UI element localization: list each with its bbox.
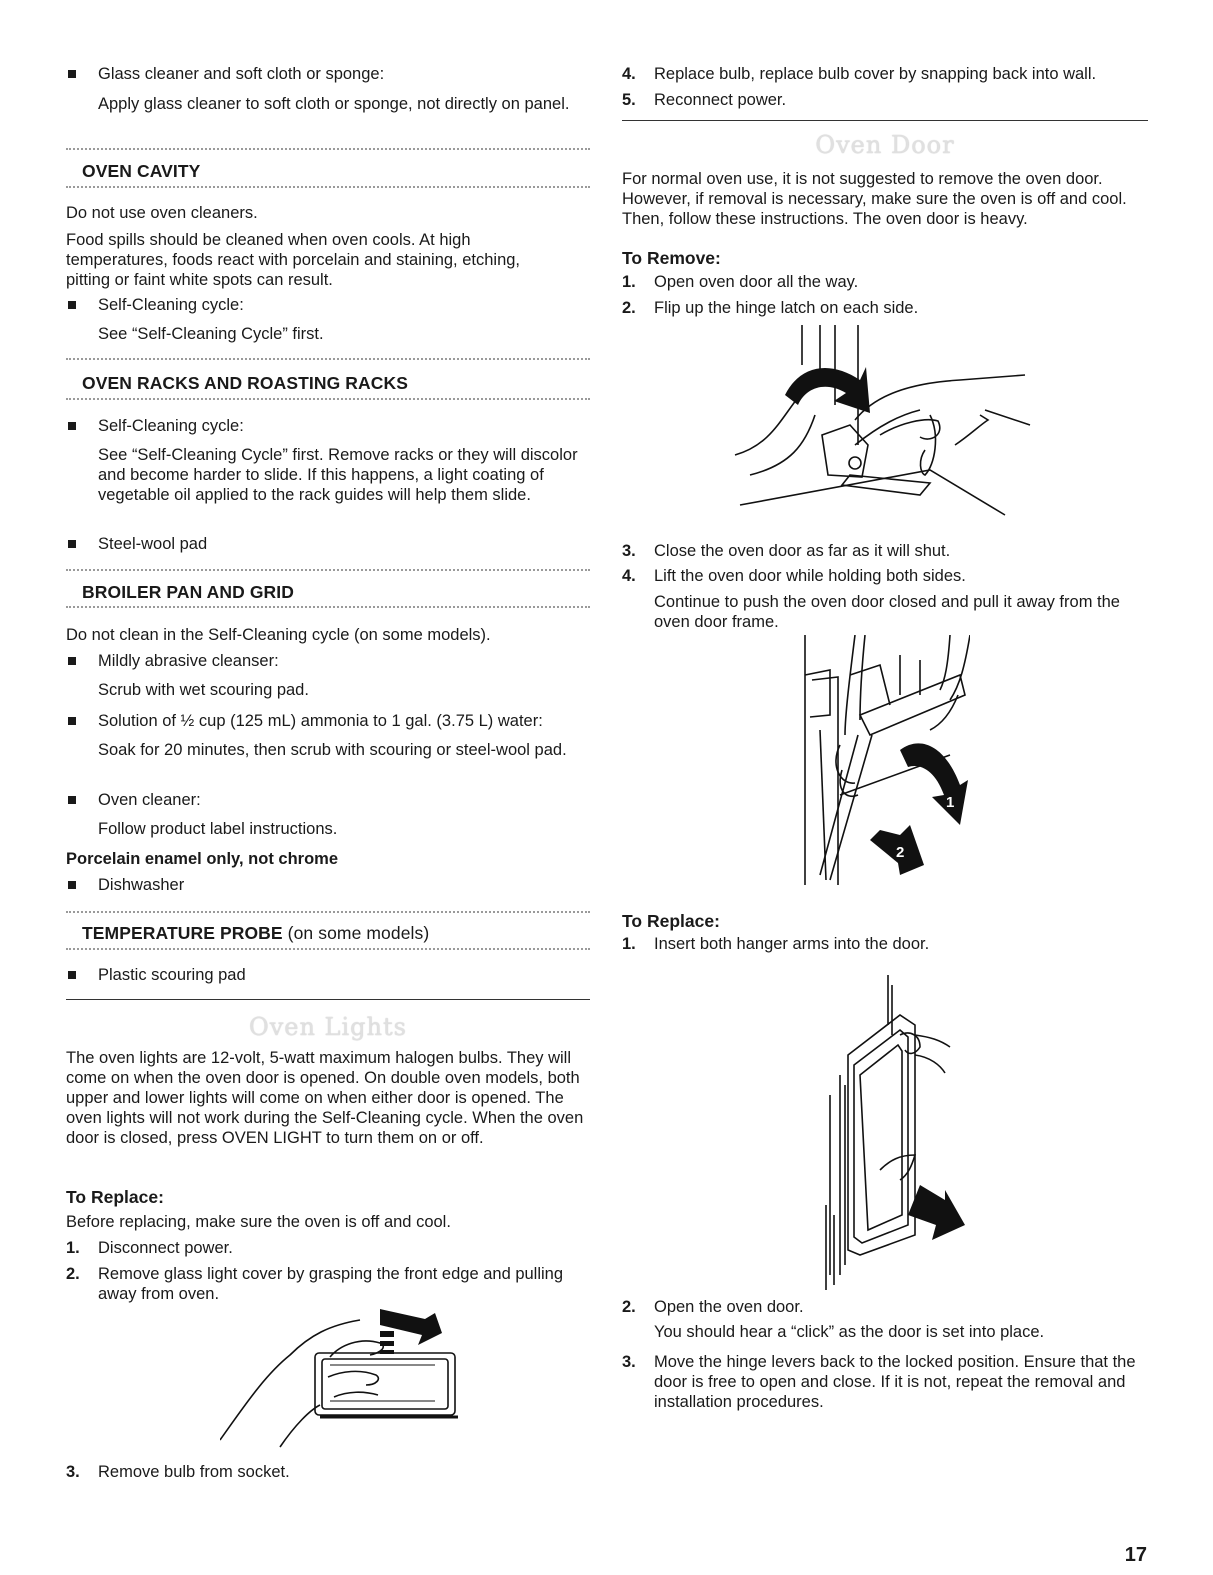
divider [66,398,590,400]
door-lift-illustration [800,635,970,885]
item-description: Continue to push the oven door closed and pull it away from the oven door frame. [654,593,1120,631]
numbered-step: 4. Lift the oven door while holding both sides. [622,567,966,585]
item-description: Scrub with wet scouring pad. [98,681,309,699]
item-description: Follow product label instructions. [98,820,338,838]
paragraph: Before replacing, make sure the oven is off and cool. [66,1213,451,1231]
divider [66,148,590,150]
section-title-oven-door: Oven Door [815,131,955,159]
section-heading-temperature-probe: TEMPERATURE PROBE (on some models) [82,923,430,943]
light-cover-illustration [220,1305,480,1450]
item-description: See “Self-Cleaning Cycle” first. [98,325,324,343]
divider [66,186,590,188]
divider [66,606,590,608]
list-item: Oven cleaner: [66,790,622,810]
paragraph: For normal oven use, it is not suggested to remove the oven door. However, if removal is necessary, make sure the oven is off and cool. Then, follow these instructions. The oven door is heavy. [622,170,1127,228]
numbered-step: 2. Remove glass light cover by grasping the front edge and pulling away from oven. [66,1265,564,1303]
numbered-step: 3. Close the oven door as far as it will shut. [622,542,951,560]
divider [66,569,590,571]
item-description: Soak for 20 minutes, then scrub with scouring or steel-wool pad. [98,741,567,759]
subheading-to-remove: To Remove: [622,248,721,268]
numbered-step: 2. Flip up the hinge latch on each side. [622,299,919,317]
numbered-step: 4. Replace bulb, replace bulb cover by snapping back into wall. [622,65,1097,83]
section-heading-oven-racks: OVEN RACKS AND ROASTING RACKS [82,373,409,393]
arrow-2-label: 2 [896,844,905,861]
subheading-to-replace-door: To Replace: [622,911,720,931]
divider [66,948,590,950]
list-item: Self-Cleaning cycle: [66,416,622,436]
page-number: 17 [1124,1544,1147,1566]
list-item: Solution of ½ cup (125 mL) ammonia to 1 gal. (3.75 L) water: [66,711,622,731]
item-description: See “Self-Cleaning Cycle” first. Remove racks or they will discolor and become harder to slide. If this happens, a light coating of vegetable oil applied to the rack guides will help them slide. [98,446,578,504]
paragraph: The oven lights are 12-volt, 5-watt maximum halogen bulbs. They will come on when the oven door is opened. On double oven models, both upper and lower lights will come on when either door is opened. The oven lights will not work during the Self-Cleaning cycle. When the oven door is closed, press OVEN LIGHT to turn them on or off. [66,1049,584,1147]
divider [66,911,590,913]
list-item: Dishwasher [66,875,622,895]
item-description: Apply glass cleaner to soft cloth or sponge, not directly on panel. [98,95,570,113]
list-item: Steel-wool pad [66,534,622,554]
section-heading-oven-cavity: OVEN CAVITY [82,161,201,181]
paragraph: Do not clean in the Self-Cleaning cycle (on some models). [66,626,491,644]
numbered-step: 1. Insert both hanger arms into the door. [622,935,930,953]
section-title-oven-lights: Oven Lights [249,1013,407,1041]
list-item: Self-Cleaning cycle: [66,295,622,315]
numbered-step: 1. Disconnect power. [66,1239,233,1257]
porcelain-note: Porcelain enamel only, not chrome [66,850,339,868]
hanger-arm-illustration [820,975,970,1290]
numbered-step: 5. Reconnect power. [622,91,787,109]
divider [66,358,590,360]
subheading-to-replace: To Replace: [66,1187,164,1207]
list-item: Plastic scouring pad [66,965,622,985]
section-rule [66,999,590,1000]
item-description: You should hear a “click” as the door is set into place. [654,1323,1045,1341]
arrow-1-label: 1 [946,794,955,811]
hinge-latch-illustration [730,325,1040,525]
numbered-step: 3. Remove bulb from socket. [66,1463,290,1481]
section-rule [622,120,1148,121]
paragraph: Do not use oven cleaners. [66,204,258,222]
numbered-step: 2. Open the oven door. [622,1298,804,1316]
numbered-step: 3. Move the hinge levers back to the locked position. Ensure that the door is free to open and close. If it is not, repeat the removal and installation procedures. [622,1353,1136,1411]
list-item: Mildly abrasive cleanser: [66,651,622,671]
paragraph: Food spills should be cleaned when oven cools. At high temperatures, foods react with porcelain and staining, etching, pitting or faint white spots can result. [66,231,521,289]
list-item: Glass cleaner and soft cloth or sponge: [66,64,622,84]
section-heading-broiler: BROILER PAN AND GRID [82,582,294,602]
numbered-step: 1. Open oven door all the way. [622,273,859,291]
